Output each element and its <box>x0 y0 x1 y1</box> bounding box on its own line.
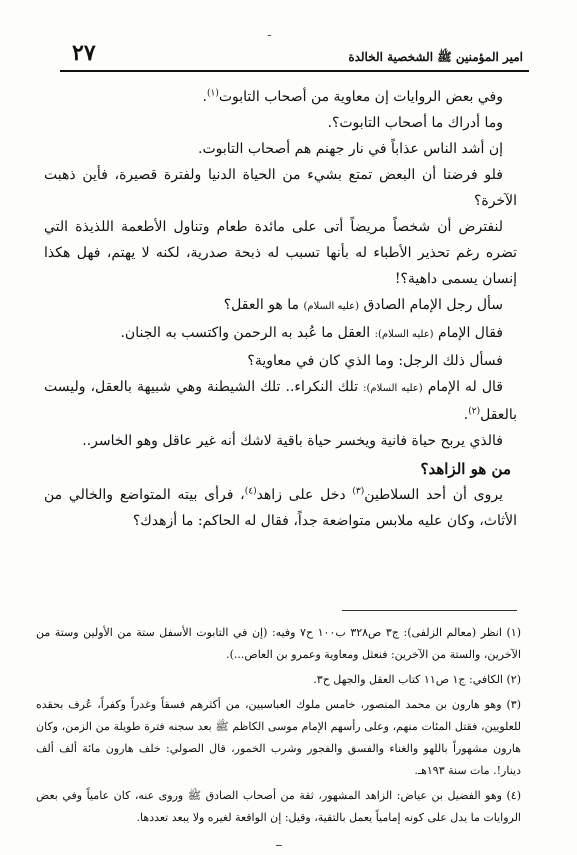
footnotes <box>36 622 521 832</box>
scan-mark-bottom: ــ <box>276 838 282 849</box>
page-number: ٢٧ <box>72 40 96 66</box>
paragraph-1: وفي بعض الروايات إن معاوية من أصحاب التابوت$^{(١)}$. <box>202 88 503 105</box>
footnote-3: (٣) وهو هارون بن محمد المنصور، خامس ملوك العباسيين، من أكثرهم فسقاً وغدراً وكفراً، عُرف بحقده للعلويين، فقتل المئات منهم، وعلى رأسهم الإمام موسى الكاظم ﷺ بعد سجنه فترة طويلة من الزمن، وكان هارون مشهوراً باللهو والغناء والفسق والفجور وشرب الخمور، قال الصولي: خلف هارون مائة ألف ألف دينار!. مات سنة ١٩٣هـ. <box>36 698 521 777</box>
paragraph-10: فالذي يربح حياة فانية ويخسر حياة باقية لاشك أنه غير عاقل وهو الخاسر.. <box>82 433 503 449</box>
paragraph-4: فلو فرضنا أن البعض تمتع بشيء من الحياة الدنيا ولفترة قصيرة، فأين ذهبت الآخرة؟ <box>44 167 517 209</box>
section-heading: من هو الزاهد؟ <box>420 460 511 478</box>
paragraph-2: وما أدراك ما أصحاب التابوت؟. <box>327 115 503 131</box>
main-text <box>44 84 517 534</box>
paragraph-6: سأل رجل الإمام الصادق (عليه السلام) ما هو العقل؟ <box>223 297 503 313</box>
footnote-ref-1[interactable]: (١) <box>206 88 219 99</box>
header-rule <box>60 70 529 72</box>
paragraph-7: فقال الإمام (عليه السلام): العقل ما عُبد به الرحمن واكتسب به الجنان. <box>120 325 503 341</box>
footnote-2: (٢) الكافي: ج١ ص١١ كتاب العقل والجهل ح٣. <box>313 673 521 686</box>
paragraph-3: إن أشد الناس عذاباً في نار جهنم هم أصحاب التابوت. <box>198 141 503 157</box>
paragraph-8: فسأل ذلك الرجل: وما الذي كان في معاوية؟ <box>247 353 503 369</box>
footnote-ref-4[interactable]: (٤) <box>244 486 257 497</box>
paragraph-9: قال له الإمام (عليه السلام): تلك النكراء.. تلك الشيطنة وهي شبيهة بالعقل، وليست بالعقل$^{(٢)}$. <box>44 379 517 423</box>
footnote-divider <box>342 610 517 611</box>
paragraph-11: يروى أن أحد السلاطين$^{(٣)}$ دخل على زاهد$^{(٤)}$، فرأى بيته المتواضع والخالي من الأثاث، وكان عليه ملابس متواضعة جداً، فقال له الحاكم: ما أزهدك؟ <box>44 486 517 529</box>
running-title: امير المؤمنين ﷺ الشخصية الخالدة <box>348 50 523 64</box>
footnote-ref-2[interactable]: (٢) <box>468 406 481 417</box>
footnote-4: (٤) وهو الفضيل بن عياض: الزاهد المشهور، ثقة من أصحاب الصادق ﷺ وروى عنه، كان عامياً وفي بعض الروايات ما يدل على كونه إمامياً يعمل بالتقية، وقيل: إن الواقعة لغيره ولا يبعد تعددها. <box>36 789 521 824</box>
footnote-ref-3[interactable]: (٣) <box>352 486 365 497</box>
footnote-1: (١) انظر (معالم الزلفى): ج٣ ص٣٢٨ ب١٠٠ ح٧ وفيه: (إن في التابوت الأسفل ستة من الأولين وستة من الآخرين، والستة من الآخرين: فنعثل ومعاوية وعمرو بن العاص...). <box>36 626 522 661</box>
paragraph-5: لنفترض أن شخصاً مريضاً أتى على مائدة طعام وتناول الأطعمة اللذيذة التي تضره رغم تحذير الأطباء له بأنها تسبب له ذبحة صدرية، لكنه لا يهتم، فهل هكذا إنسان يسمى داهية؟! <box>44 219 517 287</box>
scan-mark-top: ـ <box>268 28 271 39</box>
